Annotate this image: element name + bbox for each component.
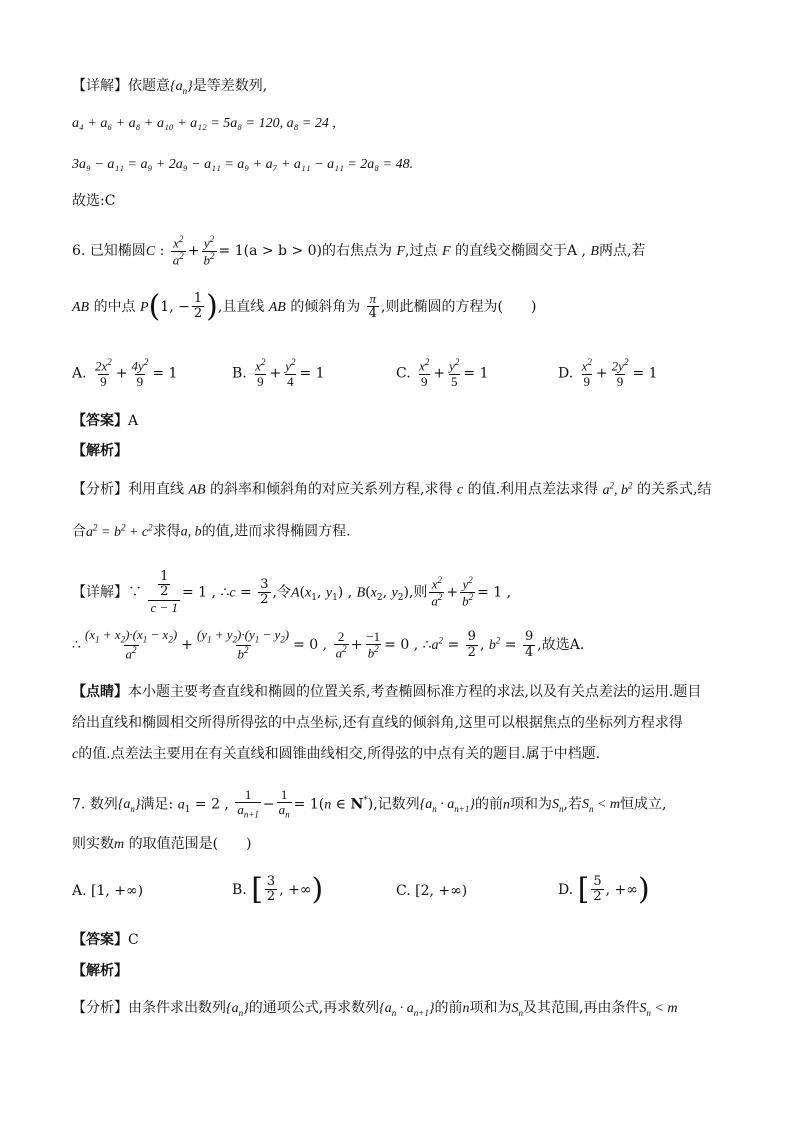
question-7-line1: 7. 数列$\{a_n\}$满足: $a_1 = 2$ , $\frac{1}{a_{n+1}}$ − $\frac{1}{a_n}$ = 1(n ∈ N*),记数列$\{a_n \cdot a_{n+1}\}$的前n项和为$S_n$,若$S_n < m$恒成立, bbox=[72, 787, 667, 820]
q7-option-d[interactable]: D. [ $\frac{5}{2}$ , +∞) bbox=[558, 871, 650, 907]
q6-answer: 【答案】A bbox=[72, 413, 139, 429]
q6-option-b[interactable]: B. $\frac{x^2}{9}$ + $\frac{y^2}{4}$ = 1 bbox=[232, 357, 325, 389]
q7-option-c[interactable]: C. [2, +∞) bbox=[396, 883, 468, 899]
equation-1: a₄ + a₆ + a₈ + a₁₀ + a₁₂ = 5a₈ = 120, a₈ = 24 , bbox=[72, 116, 336, 131]
q6-analysis-line1: 【分析】利用直线 AB 的斜率和倾斜角的对应关系列方程,求得 c 的值.利用点差法求得 $a^2$, $b^2$ 的关系式,结 bbox=[72, 480, 712, 498]
q6-option-a[interactable]: A. $\frac{2x^2}{9}$ + $\frac{4y^2}{9}$ = 1 bbox=[72, 357, 178, 389]
equation-2: 3a₉ − a₁₁ = a₉ + 2a₉ − a₁₁ = a₉ + a₇ + a₁₁ − a₁₁ = 2a₈ = 48. bbox=[72, 157, 414, 172]
q6-option-c[interactable]: C. $\frac{x^2}{9}$ + $\frac{y^2}{5}$ = 1 bbox=[396, 357, 489, 389]
q6-option-d[interactable]: D. $\frac{x^2}{9}$ + $\frac{2y^2}{9}$ = 1 bbox=[558, 357, 658, 389]
q6-analysis-line2: 合$a^2 = b^2 + c^2$求得a, b的值,进而求得椭圆方程. bbox=[72, 522, 351, 540]
q7-option-b[interactable]: B. [ $\frac{3}{2}$ , +∞) bbox=[232, 871, 324, 907]
q6-detail-line2: ∴ $\frac{(x_1 + x_2)\cdot(x_1 - x_2)}{a^2}$ + $\frac{(y_1 + y_2)\cdot(y_1 - y_2)}{b^2}$ = 0 , $\frac{2}{a^2}$ + $\frac{-1}{b^2}$ = 0 , $\therefore a^2$ = $\frac{9}{2}$ , $b^2$ = $\frac{9}{4}$ ,故选A. bbox=[72, 627, 585, 662]
q6-review-line2: 给出直线和椭圆相交所得所得弦的中点坐标,还有直线的倾斜角,这里可以根据焦点的坐标列方程求得 bbox=[72, 715, 683, 731]
choose-answer: 故选:C bbox=[72, 193, 116, 209]
q6-review-line3: c的值.点差法主要用在有关直线和圆锥曲线相交,所得弦的中点有关的题目.属于中档题. bbox=[72, 746, 601, 762]
q7-answer: 【答案】C bbox=[72, 932, 139, 948]
detail-label: 【详解】 bbox=[72, 78, 128, 94]
detail-line: 【详解】依题意$\{a_n\}$是等差数列, bbox=[72, 78, 268, 96]
question-6-line2: AB 的中点 P(1, − $\frac{1}{2}$ ),且直线 AB 的倾斜角为 $\frac{\pi}{4}$ ,则此椭圆的方程为( ) bbox=[72, 288, 537, 324]
q6-detail-line1: 【详解】∵ $\frac{\frac{1}{2}}{c - 1}$ = 1 , ∴c = $\frac{3}{2}$ ,令$A(x_1$, $y_1$) , $B(x_2$, $y_2$),则 $\frac{x^2}{a^2}$ + $\frac{y^2}{b^2}$ = 1 , bbox=[72, 569, 512, 615]
q7-analysis-line1: 【分析】由条件求出数列$\{a_n\}$的通项公式,再求数列$\{a_n \cdot a_{n+1}\}$的前n项和为$S_n$及其范围,再由条件$S_n < m$ bbox=[72, 1000, 678, 1018]
question-7-line2: 则实数m 的取值范围是( ) bbox=[72, 836, 252, 852]
q6-review-line1: 【点睛】本小题主要考查直线和椭圆的位置关系,考查椭圆标准方程的求法,以及有关点差法的运用.题目 bbox=[72, 684, 702, 700]
q7-option-a[interactable]: A. [1, +∞) bbox=[72, 883, 144, 899]
question-6-line1: 6. 已知椭圆C : $\frac{x^2}{a^2}$ + $\frac{y^2}{b^2}$ = 1(a > b > 0)的右焦点为 F,过点 F 的直线交椭圆交于A , B两点,若 bbox=[72, 234, 646, 267]
q7-analysis-label: 【解析】 bbox=[72, 963, 128, 979]
q6-analysis-label: 【解析】 bbox=[72, 443, 128, 459]
